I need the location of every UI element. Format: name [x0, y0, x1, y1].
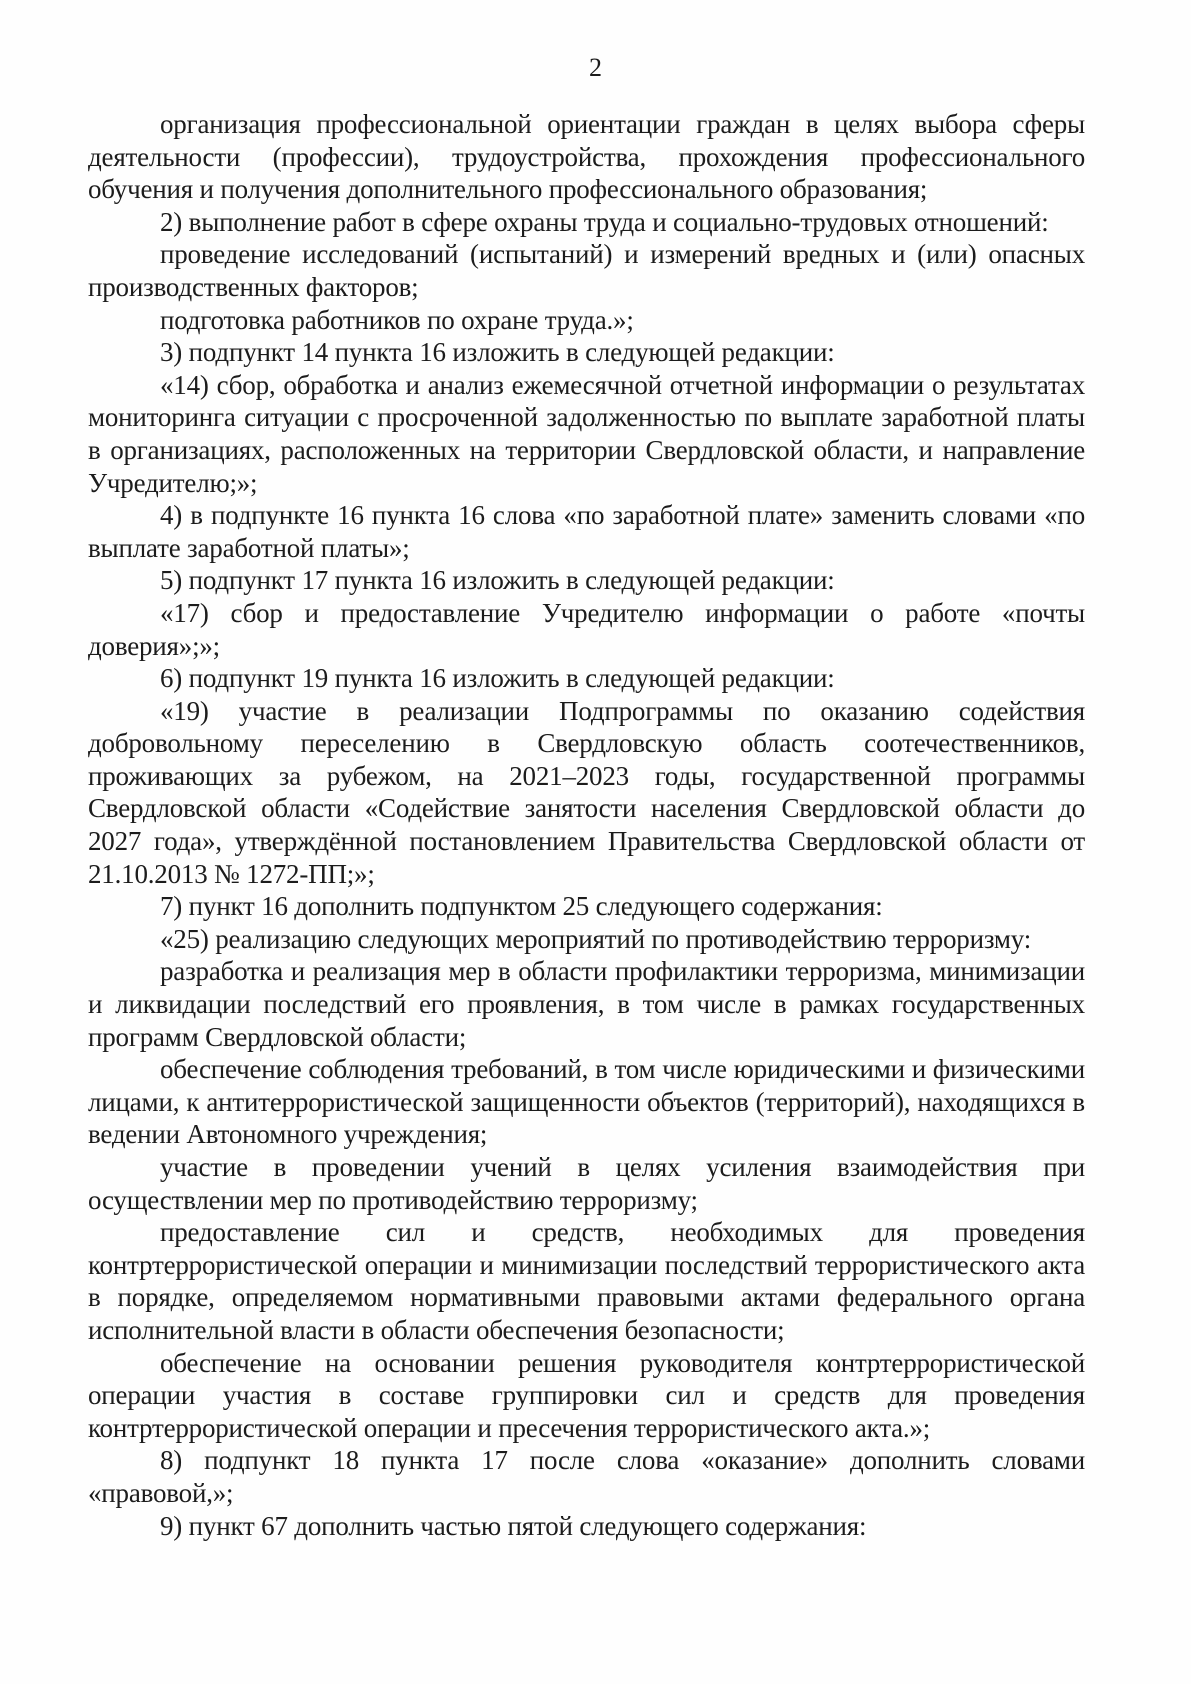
- paragraph: разработка и реализация мер в области профилактики терроризма, минимизации и ликвидации последствий его проявления, в том числе в рамках государственных программ Свердловской области;: [88, 956, 1085, 1052]
- paragraph: проведение исследований (испытаний) и измерений вредных и (или) опасных производственных факторов;: [88, 239, 1085, 302]
- paragraph: 8) подпункт 18 пункта 17 после слова «оказание» дополнить словами «правовой,»;: [88, 1445, 1085, 1508]
- paragraph: 2) выполнение работ в сфере охраны труда и социально-трудовых отношений:: [160, 206, 1049, 237]
- paragraph: «14) сбор, обработка и анализ ежемесячной отчетной информации о результатах мониторинга ситуации с просроченной задолженностью по выплате заработной платы в организациях, расположенных на территории Свердловской области, и направление Учредителю;»;: [88, 369, 1085, 498]
- paragraph: обеспечение соблюдения требований, в том числе юридическими и физическими лицами, к антитеррористической защищенности объектов (территорий), находящихся в ведении Автономного учреждения;: [88, 1054, 1085, 1150]
- paragraph: участие в проведении учений в целях усиления взаимодействия при осуществлении мер по противодействию терроризму;: [88, 1152, 1085, 1215]
- page-number: 2: [589, 53, 602, 82]
- paragraph: организация профессиональной ориентации граждан в целях выбора сферы деятельности (профессии), трудоустройства, прохождения профессионального обучения и получения дополнительного профессионального образования;: [88, 109, 1085, 205]
- paragraph: 5) подпункт 17 пункта 16 изложить в следующей редакции:: [160, 565, 835, 596]
- document-body: [88, 108, 1085, 1542]
- paragraph: 4) в подпункте 16 пункта 16 слова «по заработной плате» заменить словами «по выплате заработной платы»;: [88, 500, 1085, 563]
- paragraph: «17) сбор и предоставление Учредителю информации о работе «почты доверия»;»;: [88, 597, 1085, 661]
- paragraph: 7) пункт 16 дополнить подпунктом 25 следующего содержания:: [160, 891, 883, 922]
- paragraph: «19) участие в реализации Подпрограммы по оказанию содействия добровольному переселению в Свердловскую область соотечественников, проживающих за рубежом, на 2021–2023 годы, государственной программы Свердловской области «Содействие занятости населения Свердловской области до 2027 года», утверждённой постановлением Правительства Свердловской области от 21.10.2013 № 1272-ПП;»;: [88, 695, 1085, 889]
- paragraph: 6) подпункт 19 пункта 16 изложить в следующей редакции:: [160, 663, 835, 694]
- paragraph: обеспечение на основании решения руководителя контртеррористической операции участия в составе группировки сил и средств для проведения контртеррористической операции и пресечения террористического акта.»;: [88, 1347, 1085, 1443]
- paragraph: подготовка работников по охране труда.»;: [160, 304, 634, 335]
- paragraph: «25) реализацию следующих мероприятий по противодействию терроризму:: [160, 923, 1032, 954]
- paragraph: 9) пункт 67 дополнить частью пятой следующего содержания:: [160, 1510, 867, 1541]
- paragraph: предоставление сил и средств, необходимых для проведения контртеррористической операции и минимизации последствий террористического акта в порядке, определяемом нормативными правовыми актами федерального органа исполнительной власти в области обеспечения безопасности;: [88, 1217, 1085, 1345]
- paragraph: 3) подпункт 14 пункта 16 изложить в следующей редакции:: [160, 337, 835, 368]
